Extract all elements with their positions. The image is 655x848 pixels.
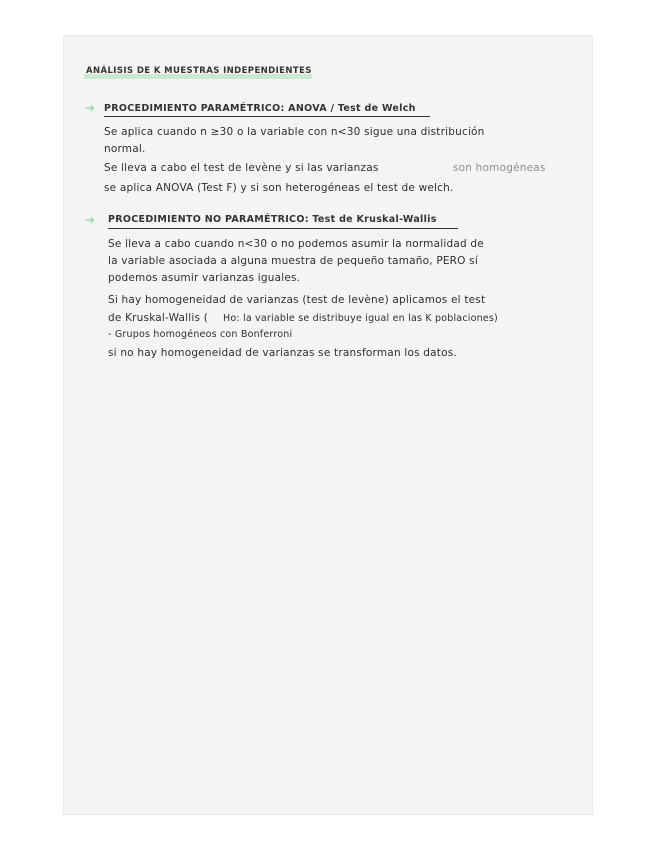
arrow-right-icon: ➜ [85,213,96,227]
page-title: ANÁLISIS DE K MUESTRAS INDEPENDIENTES [86,66,312,76]
section2-heading: PROCEDIMIENTO NO PARAMÉTRICO: Test de Kruskal-Wallis [108,214,437,225]
section1-underline [104,116,430,117]
section1-heading: PROCEDIMIENTO PARAMÉTRICO: ANOVA / Test de Welch [104,103,416,114]
section2-line-1: Se lleva a cabo cuando n<30 o no podemos asumir la normalidad de [108,238,484,250]
section2-line-5: de Kruskal-Wallis ( [108,312,209,324]
section2-line-2: la variable asociada a alguna muestra de pequeño tamaño, PERO sí [108,255,478,267]
section1-line-4: se aplica ANOVA (Test F) y si son heterogéneas el test de welch. [104,182,454,194]
section2-underline [108,228,458,229]
section1-line-3-light: son homogéneas [453,162,546,174]
section2-line-5-hypothesis: Ho: la variable se distribuye igual en las K poblaciones) [223,313,498,324]
section2-line-6: - Grupos homogéneos con Bonferroni [108,329,293,340]
section2-line-3: podemos asumir varianzas iguales. [108,272,301,284]
section1-line-3: Se lleva a cabo el test de levène y si las varianzas [104,162,379,174]
section2-line-7: si no hay homogeneidad de varianzas se transforman los datos. [108,347,457,359]
arrow-right-icon: ➜ [85,101,96,115]
section1-line-1: Se aplica cuando n ≥30 o la variable con n<30 sigue una distribución [104,126,485,138]
section2-line-4: Si hay homogeneidad de varianzas (test de levène) aplicamos el test [108,294,486,306]
section1-line-2: normal. [104,143,146,155]
